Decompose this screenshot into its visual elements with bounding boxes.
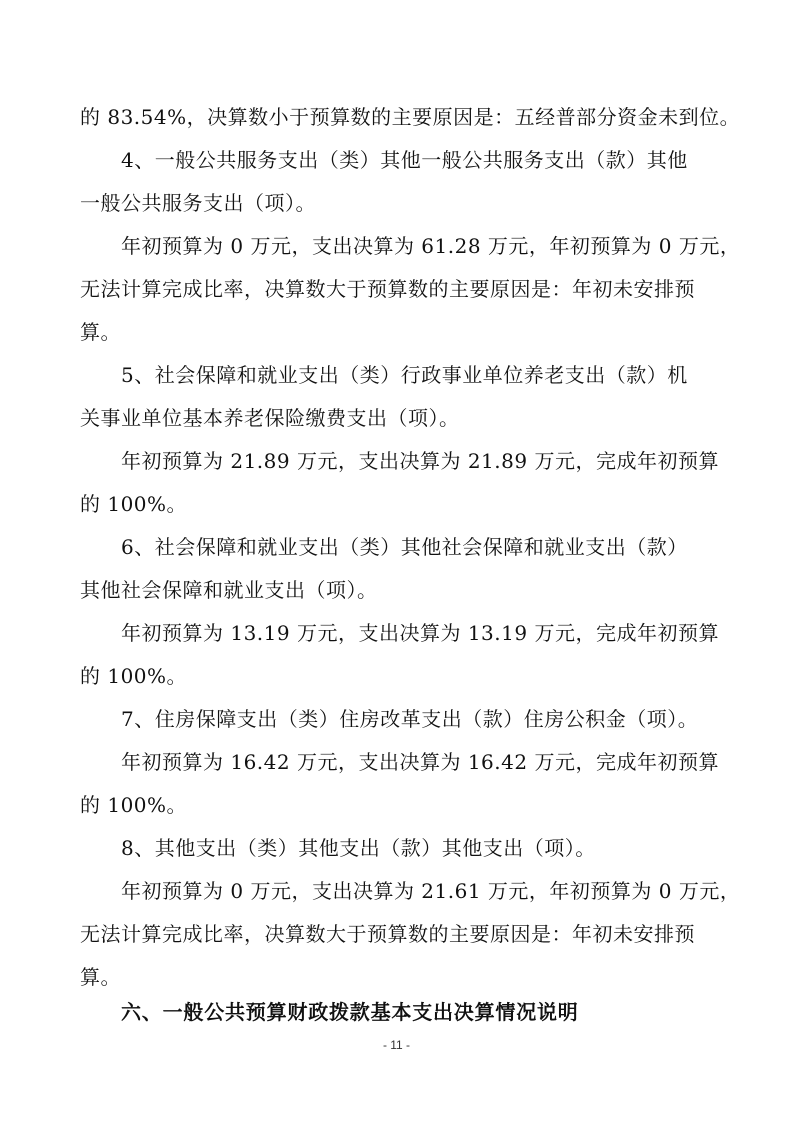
paragraph-line: 无法计算完成比率，决算数大于预算数的主要原因是：年初未安排预 bbox=[80, 277, 695, 301]
paragraph-line: 年初预算为 0 万元，支出决算为 21.61 万元，年初预算为 0 万元， bbox=[121, 879, 741, 903]
paragraph-line: 年初预算为 21.89 万元，支出决算为 21.89 万元，完成年初预算 bbox=[121, 449, 719, 473]
paragraph-line: 一般公共服务支出（项）。 bbox=[80, 191, 316, 215]
paragraph-line: 年初预算为 16.42 万元，支出决算为 16.42 万元，完成年初预算 bbox=[121, 750, 719, 774]
paragraph-line: 算。 bbox=[80, 320, 121, 344]
paragraph-line: 8、其他支出（类）其他支出（款）其他支出（项）。 bbox=[121, 836, 596, 860]
paragraph-line: 的 100%。 bbox=[80, 492, 188, 516]
section-heading: 六、一般公共预算财政拨款基本支出决算情况说明 bbox=[121, 1000, 579, 1024]
paragraph-line: 年初预算为 0 万元，支出决算为 61.28 万元，年初预算为 0 万元， bbox=[121, 234, 741, 258]
paragraph-line: 5、社会保障和就业支出（类）行政事业单位养老支出（款）机 bbox=[121, 363, 688, 387]
paragraph-line: 其他社会保障和就业支出（项）。 bbox=[80, 578, 378, 602]
paragraph-line: 4、一般公共服务支出（类）其他一般公共服务支出（款）其他 bbox=[121, 148, 688, 172]
paragraph-line: 7、住房保障支出（类）住房改革支出（款）住房公积金（项）。 bbox=[121, 707, 699, 731]
paragraph-line: 无法计算完成比率，决算数大于预算数的主要原因是：年初未安排预 bbox=[80, 922, 695, 946]
page-number: - 11 - bbox=[382, 1038, 411, 1052]
paragraph-line: 算。 bbox=[80, 965, 121, 989]
paragraph-line: 关事业单位基本养老保险缴费支出（项）。 bbox=[80, 406, 460, 430]
paragraph-line: 的 100%。 bbox=[80, 664, 188, 688]
paragraph-line: 的 83.54%，决算数小于预算数的主要原因是：五经普部分资金未到位。 bbox=[80, 105, 741, 129]
paragraph-line: 6、社会保障和就业支出（类）其他社会保障和就业支出（款） bbox=[121, 535, 688, 559]
paragraph-line: 的 100%。 bbox=[80, 793, 188, 817]
paragraph-line: 年初预算为 13.19 万元，支出决算为 13.19 万元，完成年初预算 bbox=[121, 621, 719, 645]
